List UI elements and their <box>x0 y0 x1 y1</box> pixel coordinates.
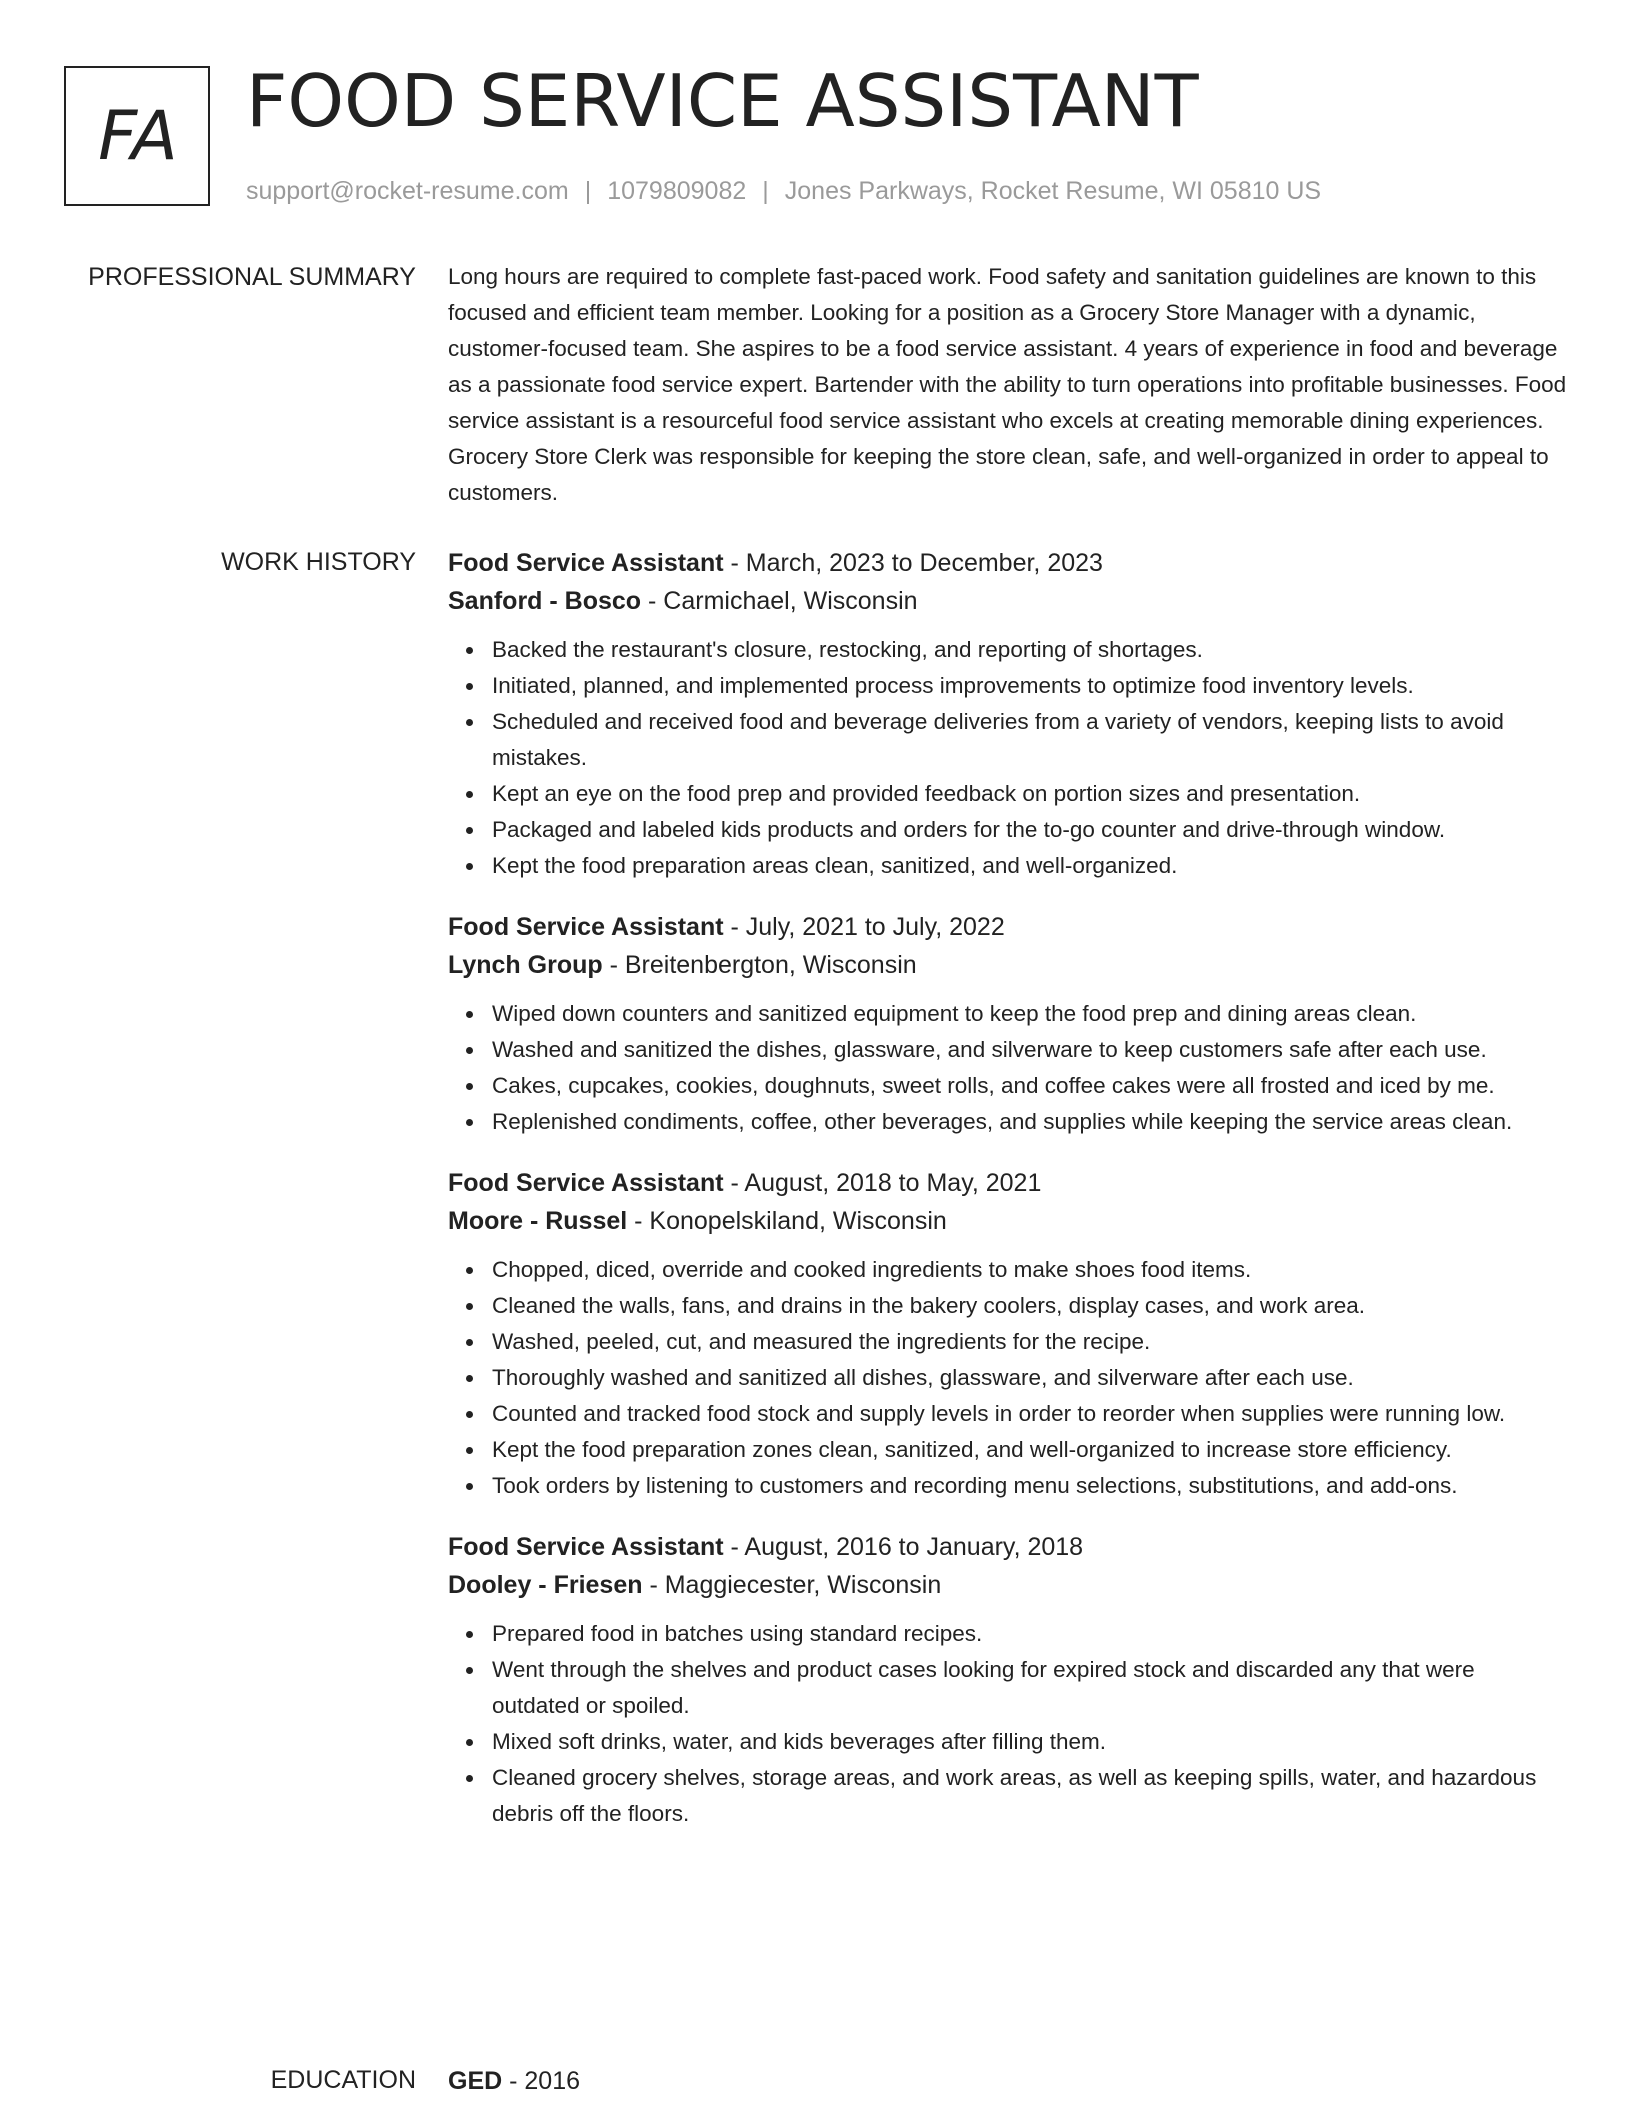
company-name: Lynch Group <box>448 951 603 979</box>
separator: | <box>584 177 592 205</box>
company-name: Sanford - Bosco <box>448 587 642 615</box>
duty-item: Counted and tracked food stock and supply levels in order to reorder when supplies were running low. <box>492 1396 1568 1432</box>
job-title: Food Service Assistant <box>448 1169 724 1197</box>
duty-item: Wiped down counters and sanitized equipment to keep the food prep and dining areas clean. <box>492 996 1568 1032</box>
phone-text: 1079809082 <box>607 177 747 205</box>
job-entry <box>448 544 1568 884</box>
duty-item: Went through the shelves and product cases looking for expired stock and discarded any that were outdated or spoiled. <box>492 1652 1568 1724</box>
duty-item: Cleaned grocery shelves, storage areas, and work areas, as well as keeping spills, water, and hazardous debris off the floors. <box>492 1760 1568 1832</box>
duty-item: Replenished condiments, coffee, other beverages, and supplies while keeping the service areas clean. <box>492 1104 1568 1140</box>
degree-year: - 2016 <box>502 2067 581 2095</box>
company-location: - Carmichael, Wisconsin <box>641 587 918 615</box>
email-text: support@rocket-resume.com <box>246 177 569 205</box>
duty-item: Cleaned the walls, fans, and drains in the bakery coolers, display cases, and work area. <box>492 1288 1568 1324</box>
company-location: - Konopelskiland, Wisconsin <box>627 1207 947 1235</box>
duty-item: Washed and sanitized the dishes, glassware, and silverware to keep customers safe after each use. <box>492 1032 1568 1068</box>
job-dates: - August, 2018 to May, 2021 <box>723 1169 1042 1197</box>
duty-item: Took orders by listening to customers and recording menu selections, substitutions, and add-ons. <box>492 1468 1568 1504</box>
job-entry <box>448 1528 1568 1832</box>
duty-item: Washed, peeled, cut, and measured the ingredients for the recipe. <box>492 1324 1568 1360</box>
duty-list <box>448 996 1568 1140</box>
job-dates: - July, 2021 to July, 2022 <box>723 913 1005 941</box>
separator: | <box>762 177 769 205</box>
duty-item: Kept the food preparation areas clean, sanitized, and well-organized. <box>492 848 1568 884</box>
duty-item: Kept the food preparation zones clean, sanitized, and well-organized to increase store efficiency. <box>492 1432 1568 1468</box>
duty-item: Kept an eye on the food prep and provided feedback on portion sizes and presentation. <box>492 776 1568 812</box>
job-entry <box>448 908 1568 1140</box>
job-entry <box>448 1164 1568 1504</box>
duty-item: Cakes, cupcakes, cookies, doughnuts, sweet rolls, and coffee cakes were all frosted and iced by me. <box>492 1068 1568 1104</box>
summary-text: Long hours are required to complete fast-paced work. Food safety and sanitation guidelines are known to this focused and efficient team member. Looking for a position as a Grocery Store Manager with a dynamic, customer-focused team. She aspires to be a food service assistant. 4 years of experience in food and beverage as a passionate food service expert. Bartender with the ability to turn operations into profitable businesses. Food service assistant is a resourceful food service assistant who excels at creating memorable dining experiences. Grocery Store Clerk was responsible for keeping the store clean, safe, and well-organized in order to appeal to customers. <box>448 264 1567 505</box>
resume-title: FOOD SERVICE ASSISTANT <box>246 59 1199 143</box>
job-title: Food Service Assistant <box>448 549 724 577</box>
company-name: Dooley - Friesen <box>448 1571 643 1599</box>
duty-item: Prepared food in batches using standard recipes. <box>492 1616 1568 1652</box>
duty-item: Scheduled and received food and beverage deliveries from a variety of vendors, keeping lists to avoid mistakes. <box>492 704 1568 776</box>
duty-item: Initiated, planned, and implemented process improvements to optimize food inventory levels. <box>492 668 1568 704</box>
job-title: Food Service Assistant <box>448 913 724 941</box>
duty-list <box>448 1616 1568 1832</box>
duty-item: Backed the restaurant's closure, restocking, and reporting of shortages. <box>492 632 1568 668</box>
duty-item: Mixed soft drinks, water, and kids beverages after filling them. <box>492 1724 1568 1760</box>
duty-item: Chopped, diced, override and cooked ingredients to make shoes food items. <box>492 1252 1568 1288</box>
job-dates: - March, 2023 to December, 2023 <box>723 549 1103 577</box>
contact-line <box>246 174 1321 208</box>
monogram-logo: FA <box>64 66 210 206</box>
section-label: EDUCATION <box>270 2066 416 2094</box>
duty-item: Thoroughly washed and sanitized all dishes, glassware, and silverware after each use. <box>492 1360 1568 1396</box>
job-list <box>448 544 1568 1856</box>
company-location: - Maggiecester, Wisconsin <box>642 1571 942 1599</box>
address-text: Jones Parkways, Rocket Resume, WI 05810 US <box>784 177 1322 205</box>
duty-item: Packaged and labeled kids products and orders for the to-go counter and drive-through window. <box>492 812 1568 848</box>
job-title: Food Service Assistant <box>448 1533 724 1561</box>
degree-name: GED <box>448 2067 503 2095</box>
company-location: - Breitenbergton, Wisconsin <box>602 951 917 979</box>
company-name: Moore - Russel <box>448 1207 628 1235</box>
duty-list <box>448 1252 1568 1504</box>
section-label: PROFESSIONAL SUMMARY <box>88 263 416 291</box>
section-label: WORK HISTORY <box>221 548 416 576</box>
job-dates: - August, 2016 to January, 2018 <box>723 1533 1084 1561</box>
duty-list <box>448 632 1568 884</box>
